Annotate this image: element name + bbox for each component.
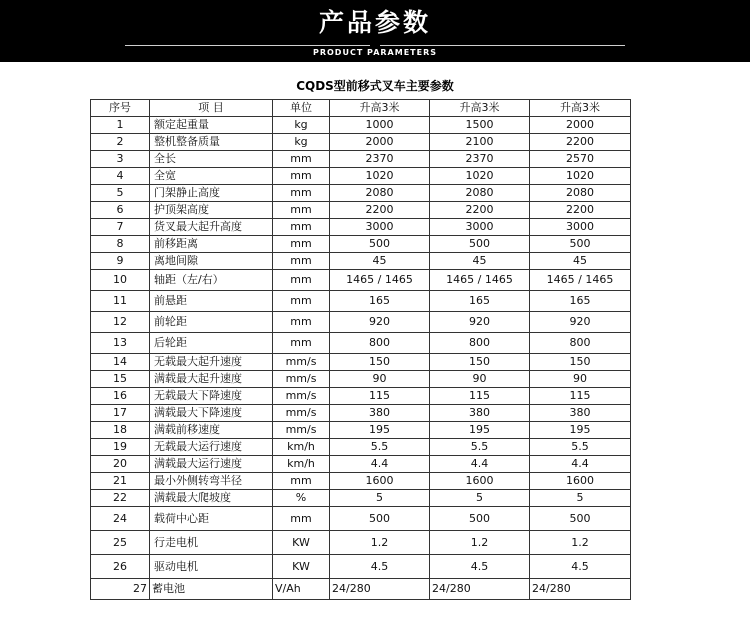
header-cell: 序号	[91, 100, 150, 117]
row-index-cell: 19	[91, 439, 150, 456]
row-value-cell: 1020	[530, 168, 631, 185]
row-value-cell: 1600	[430, 473, 530, 490]
row-value-cell: 2200	[430, 202, 530, 219]
table-row	[91, 219, 631, 236]
row-index-cell: 21	[91, 473, 150, 490]
row-item-cell: 载荷中心距	[150, 507, 273, 531]
row-index-cell: 27	[91, 579, 150, 600]
row-item-cell: 前轮距	[150, 312, 273, 333]
row-value-cell: 1.2	[430, 531, 530, 555]
row-index-cell: 2	[91, 134, 150, 151]
header-cell: 升高3米	[430, 100, 530, 117]
row-value-cell: 2080	[530, 185, 631, 202]
row-value-cell: 195	[530, 422, 631, 439]
row-value-cell: 2200	[530, 202, 631, 219]
row-unit-cell: %	[273, 490, 330, 507]
table-row	[91, 202, 631, 219]
row-item-cell: 满载前移速度	[150, 422, 273, 439]
row-item-cell: 行走电机	[150, 531, 273, 555]
row-value-cell: 45	[430, 253, 530, 270]
row-value-cell: 24/280	[430, 579, 530, 600]
row-unit-cell: km/h	[273, 439, 330, 456]
row-value-cell: 150	[430, 354, 530, 371]
row-value-cell: 150	[330, 354, 430, 371]
row-value-cell: 195	[430, 422, 530, 439]
row-index-cell: 12	[91, 312, 150, 333]
row-value-cell: 90	[330, 371, 430, 388]
row-value-cell: 90	[430, 371, 530, 388]
table-row	[91, 490, 631, 507]
row-value-cell: 2200	[330, 202, 430, 219]
row-value-cell: 1600	[530, 473, 631, 490]
row-value-cell: 4.5	[530, 555, 631, 579]
row-value-cell: 4.4	[530, 456, 631, 473]
table-row	[91, 134, 631, 151]
row-value-cell: 2200	[530, 134, 631, 151]
row-index-cell: 16	[91, 388, 150, 405]
row-item-cell: 全宽	[150, 168, 273, 185]
row-item-cell: 满载最大爬坡度	[150, 490, 273, 507]
banner-subtitle: PRODUCT PARAMETERS	[307, 47, 443, 59]
parameters-table	[90, 99, 631, 600]
table-row	[91, 456, 631, 473]
row-value-cell: 165	[330, 291, 430, 312]
row-index-cell: 17	[91, 405, 150, 422]
row-value-cell: 165	[430, 291, 530, 312]
table-title: CQDS型前移式叉车主要参数	[296, 79, 454, 93]
row-value-cell: 165	[530, 291, 631, 312]
row-value-cell: 24/280	[330, 579, 430, 600]
row-value-cell: 24/280	[530, 579, 631, 600]
header-cell: 升高3米	[530, 100, 631, 117]
row-unit-cell: mm	[273, 333, 330, 354]
row-value-cell: 5.5	[530, 439, 631, 456]
row-index-cell: 3	[91, 151, 150, 168]
table-row	[91, 405, 631, 422]
row-item-cell: 额定起重量	[150, 117, 273, 134]
row-index-cell: 7	[91, 219, 150, 236]
row-index-cell: 10	[91, 270, 150, 291]
table-row	[91, 236, 631, 253]
row-item-cell: 满载最大下降速度	[150, 405, 273, 422]
header-banner	[0, 0, 750, 62]
header-cell: 项 目	[150, 100, 273, 117]
row-value-cell: 500	[430, 507, 530, 531]
row-item-cell: 无载最大下降速度	[150, 388, 273, 405]
row-value-cell: 1020	[330, 168, 430, 185]
row-value-cell: 2000	[530, 117, 631, 134]
row-value-cell: 4.5	[430, 555, 530, 579]
table-row	[91, 333, 631, 354]
row-value-cell: 380	[430, 405, 530, 422]
row-value-cell: 800	[530, 333, 631, 354]
table-header-row	[91, 100, 631, 117]
row-item-cell: 无载最大运行速度	[150, 439, 273, 456]
row-index-cell: 4	[91, 168, 150, 185]
row-unit-cell: mm	[273, 168, 330, 185]
row-index-cell: 24	[91, 507, 150, 531]
row-unit-cell: kg	[273, 117, 330, 134]
row-unit-cell: mm	[273, 312, 330, 333]
row-value-cell: 800	[330, 333, 430, 354]
row-item-cell: 驱动电机	[150, 555, 273, 579]
table-row	[91, 371, 631, 388]
row-value-cell: 380	[330, 405, 430, 422]
table-row	[91, 253, 631, 270]
table-row	[91, 270, 631, 291]
table-row	[91, 388, 631, 405]
row-unit-cell: mm	[273, 473, 330, 490]
row-item-cell: 满载最大起升速度	[150, 371, 273, 388]
row-value-cell: 4.4	[330, 456, 430, 473]
row-index-cell: 11	[91, 291, 150, 312]
row-value-cell: 195	[330, 422, 430, 439]
row-index-cell: 14	[91, 354, 150, 371]
table-row	[91, 312, 631, 333]
row-unit-cell: mm	[273, 507, 330, 531]
row-value-cell: 90	[530, 371, 631, 388]
row-value-cell: 5	[330, 490, 430, 507]
row-value-cell: 1.2	[330, 531, 430, 555]
row-value-cell: 1020	[430, 168, 530, 185]
row-value-cell: 500	[430, 236, 530, 253]
row-unit-cell: mm	[273, 291, 330, 312]
row-value-cell: 2100	[430, 134, 530, 151]
row-item-cell: 全长	[150, 151, 273, 168]
row-item-cell: 轴距（左/右）	[150, 270, 273, 291]
row-value-cell: 1600	[330, 473, 430, 490]
row-value-cell: 380	[530, 405, 631, 422]
row-value-cell: 1465 / 1465	[530, 270, 631, 291]
row-value-cell: 1.2	[530, 531, 631, 555]
row-unit-cell: mm/s	[273, 422, 330, 439]
row-unit-cell: mm	[273, 185, 330, 202]
row-unit-cell: mm/s	[273, 371, 330, 388]
row-value-cell: 500	[330, 507, 430, 531]
row-value-cell: 1000	[330, 117, 430, 134]
table-row	[91, 151, 631, 168]
row-value-cell: 45	[530, 253, 631, 270]
header-cell: 单位	[273, 100, 330, 117]
table-row	[91, 555, 631, 579]
row-index-cell: 13	[91, 333, 150, 354]
row-value-cell: 4.4	[430, 456, 530, 473]
row-unit-cell: mm	[273, 236, 330, 253]
row-value-cell: 1465 / 1465	[330, 270, 430, 291]
table-row	[91, 185, 631, 202]
row-item-cell: 门架静止高度	[150, 185, 273, 202]
row-value-cell: 800	[430, 333, 530, 354]
row-value-cell: 3000	[530, 219, 631, 236]
row-item-cell: 蓄电池	[150, 579, 273, 600]
row-unit-cell: mm	[273, 253, 330, 270]
row-value-cell: 2570	[530, 151, 631, 168]
row-unit-cell: km/h	[273, 456, 330, 473]
row-index-cell: 22	[91, 490, 150, 507]
row-value-cell: 500	[530, 507, 631, 531]
row-index-cell: 26	[91, 555, 150, 579]
row-value-cell: 1500	[430, 117, 530, 134]
row-unit-cell: KW	[273, 555, 330, 579]
row-unit-cell: KW	[273, 531, 330, 555]
row-unit-cell: mm/s	[273, 388, 330, 405]
row-value-cell: 3000	[330, 219, 430, 236]
row-unit-cell: mm/s	[273, 405, 330, 422]
row-value-cell: 5	[530, 490, 631, 507]
row-value-cell: 3000	[430, 219, 530, 236]
row-value-cell: 920	[330, 312, 430, 333]
row-value-cell: 2370	[330, 151, 430, 168]
table-row	[91, 168, 631, 185]
row-item-cell: 最小外侧转弯半径	[150, 473, 273, 490]
row-item-cell: 护顶架高度	[150, 202, 273, 219]
row-item-cell: 离地间隙	[150, 253, 273, 270]
table-row	[91, 291, 631, 312]
row-index-cell: 18	[91, 422, 150, 439]
table-row	[91, 439, 631, 456]
table-row	[91, 507, 631, 531]
row-unit-cell: V/Ah	[273, 579, 330, 600]
row-index-cell: 20	[91, 456, 150, 473]
row-value-cell: 2370	[430, 151, 530, 168]
row-index-cell: 9	[91, 253, 150, 270]
row-value-cell: 115	[430, 388, 530, 405]
row-item-cell: 货叉最大起升高度	[150, 219, 273, 236]
header-cell: 升高3米	[330, 100, 430, 117]
row-index-cell: 8	[91, 236, 150, 253]
row-unit-cell: mm	[273, 202, 330, 219]
row-index-cell: 5	[91, 185, 150, 202]
row-value-cell: 1465 / 1465	[430, 270, 530, 291]
row-value-cell: 500	[530, 236, 631, 253]
row-unit-cell: mm	[273, 151, 330, 168]
row-value-cell: 2080	[430, 185, 530, 202]
row-index-cell: 6	[91, 202, 150, 219]
table-row	[91, 117, 631, 134]
row-value-cell: 920	[430, 312, 530, 333]
row-index-cell: 15	[91, 371, 150, 388]
row-index-cell: 1	[91, 117, 150, 134]
row-value-cell: 150	[530, 354, 631, 371]
row-item-cell: 满载最大运行速度	[150, 456, 273, 473]
row-unit-cell: mm	[273, 270, 330, 291]
row-item-cell: 后轮距	[150, 333, 273, 354]
row-item-cell: 无载最大起升速度	[150, 354, 273, 371]
row-value-cell: 2000	[330, 134, 430, 151]
row-value-cell: 2080	[330, 185, 430, 202]
row-value-cell: 45	[330, 253, 430, 270]
row-value-cell: 115	[530, 388, 631, 405]
table-row	[91, 579, 631, 600]
table-row	[91, 354, 631, 371]
row-item-cell: 前移距离	[150, 236, 273, 253]
row-item-cell: 整机整备质量	[150, 134, 273, 151]
table-row	[91, 531, 631, 555]
row-index-cell: 25	[91, 531, 150, 555]
row-unit-cell: mm	[273, 219, 330, 236]
row-value-cell: 500	[330, 236, 430, 253]
row-item-cell: 前悬距	[150, 291, 273, 312]
table-row	[91, 473, 631, 490]
banner-title: 产品参数	[318, 8, 431, 37]
row-value-cell: 115	[330, 388, 430, 405]
row-value-cell: 5.5	[330, 439, 430, 456]
row-value-cell: 920	[530, 312, 631, 333]
row-value-cell: 4.5	[330, 555, 430, 579]
table-row	[91, 422, 631, 439]
row-value-cell: 5.5	[430, 439, 530, 456]
row-value-cell: 5	[430, 490, 530, 507]
row-unit-cell: kg	[273, 134, 330, 151]
row-unit-cell: mm/s	[273, 354, 330, 371]
